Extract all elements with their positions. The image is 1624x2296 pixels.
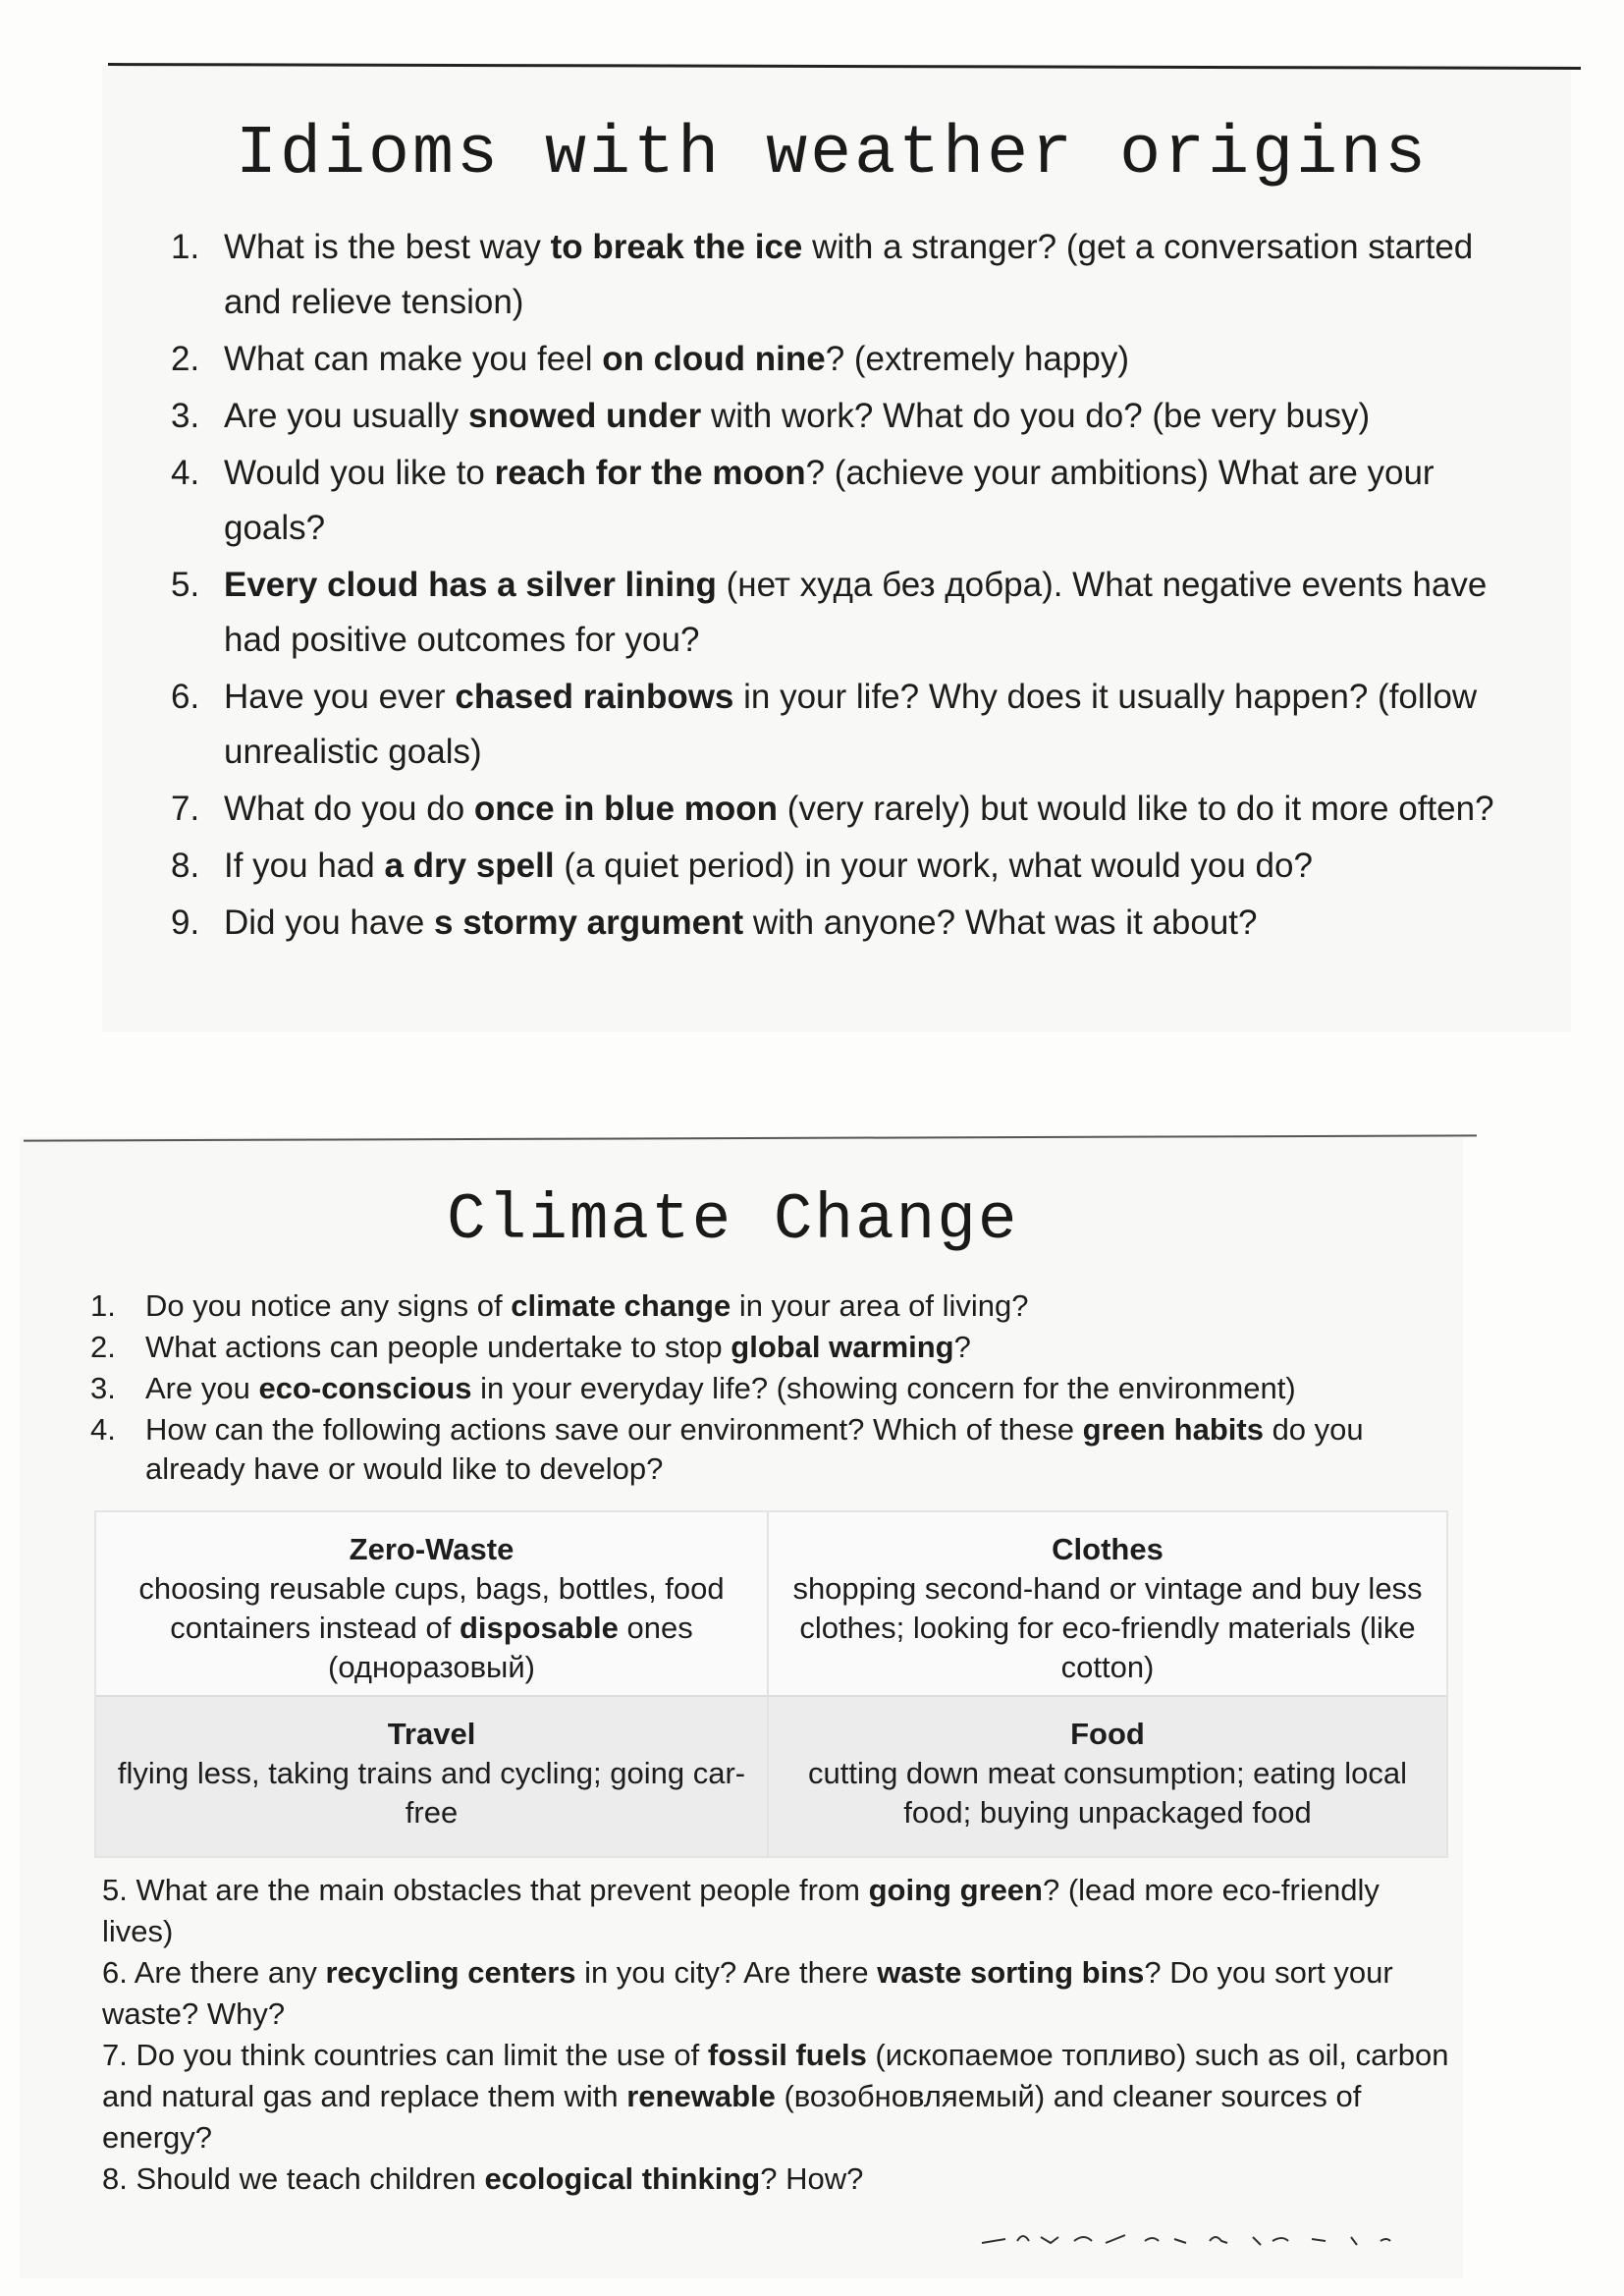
habit-heading: Travel	[387, 1717, 476, 1751]
cut-off-signature-icon	[978, 2215, 1430, 2255]
list-item: 5. What are the main obstacles that prevent people from going green? (lead more eco-friendly lives)	[102, 1873, 1380, 1948]
list-item: 6. Are there any recycling centers in you city? Are there waste sorting bins? Do you sort your waste? Why?	[102, 1955, 1393, 2031]
list-item: 9. Did you have s stormy argument with anyone? What was it about?	[171, 903, 1258, 942]
list-item: 1. What is the best way to break the ice with a stranger? (get a conversation started and relieve tension)	[171, 228, 1474, 321]
green-habits-table	[94, 1510, 1448, 1858]
list-item: 7. Do you think countries can limit the use of fossil fuels (ископаемое топливо) such as oil, carbon and natural gas and replace them with renewable (возобновляемый) and cleaner sources of energy?	[102, 2038, 1449, 2155]
habit-zero-waste: Zero-Waste choosing reusable cups, bags, bottles, food containers instead of disposable ones (одноразовый)	[96, 1512, 769, 1697]
climate-followup-questions	[102, 1870, 1457, 2200]
list-item: 4. How can the following actions save our environment? Which of these green habits do you already have or would like to develop?	[90, 1412, 1364, 1486]
list-item: 8. If you had a dry spell (a quiet period) in your work, what would you do?	[171, 847, 1313, 885]
list-item: 2. What actions can people undertake to stop global warming?	[90, 1330, 971, 1364]
list-item: 1. Do you notice any signs of climate change in your area of living?	[90, 1288, 1029, 1323]
list-item: 5. Every cloud has a silver lining (нет худа без добра). What negative events have had positive outcomes for you?	[171, 566, 1488, 659]
habit-heading: Clothes	[1052, 1532, 1164, 1566]
habit-heading: Zero-Waste	[349, 1532, 514, 1566]
list-item: 2. What can make you feel on cloud nine? (extremely happy)	[171, 340, 1129, 378]
idioms-title: Idioms with weather origins	[236, 116, 1430, 193]
climate-question-list	[90, 1286, 1465, 1491]
list-item: 6. Have you ever chased rainbows in your life? Why does it usually happen? (follow unrealistic goals)	[171, 678, 1478, 771]
idioms-question-list	[171, 220, 1526, 953]
habit-clothes: Clothes shopping second-hand or vintage and buy less clothes; looking for eco-friendly materials (like cotton)	[769, 1512, 1446, 1697]
list-item: 8. Should we teach children ecological thinking? How?	[102, 2161, 864, 2196]
habit-food: Food cutting down meat consumption; eating local food; buying unpackaged food	[769, 1697, 1446, 1856]
habit-heading: Food	[1070, 1717, 1145, 1751]
climate-title: Climate Change	[447, 1183, 1019, 1257]
footer-cutoff-text	[978, 2215, 1430, 2262]
list-item: 3. Are you usually snowed under with work? What do you do? (be very busy)	[171, 397, 1371, 435]
list-item: 7. What do you do once in blue moon (very rarely) but would like to do it more often?	[171, 790, 1494, 828]
list-item: 4. Would you like to reach for the moon? (achieve your ambitions) What are your goals?	[171, 454, 1435, 547]
list-item: 3. Are you eco-conscious in your everyday life? (showing concern for the environment)	[90, 1371, 1296, 1405]
habit-travel: Travel flying less, taking trains and cycling; going car-free	[96, 1697, 769, 1856]
